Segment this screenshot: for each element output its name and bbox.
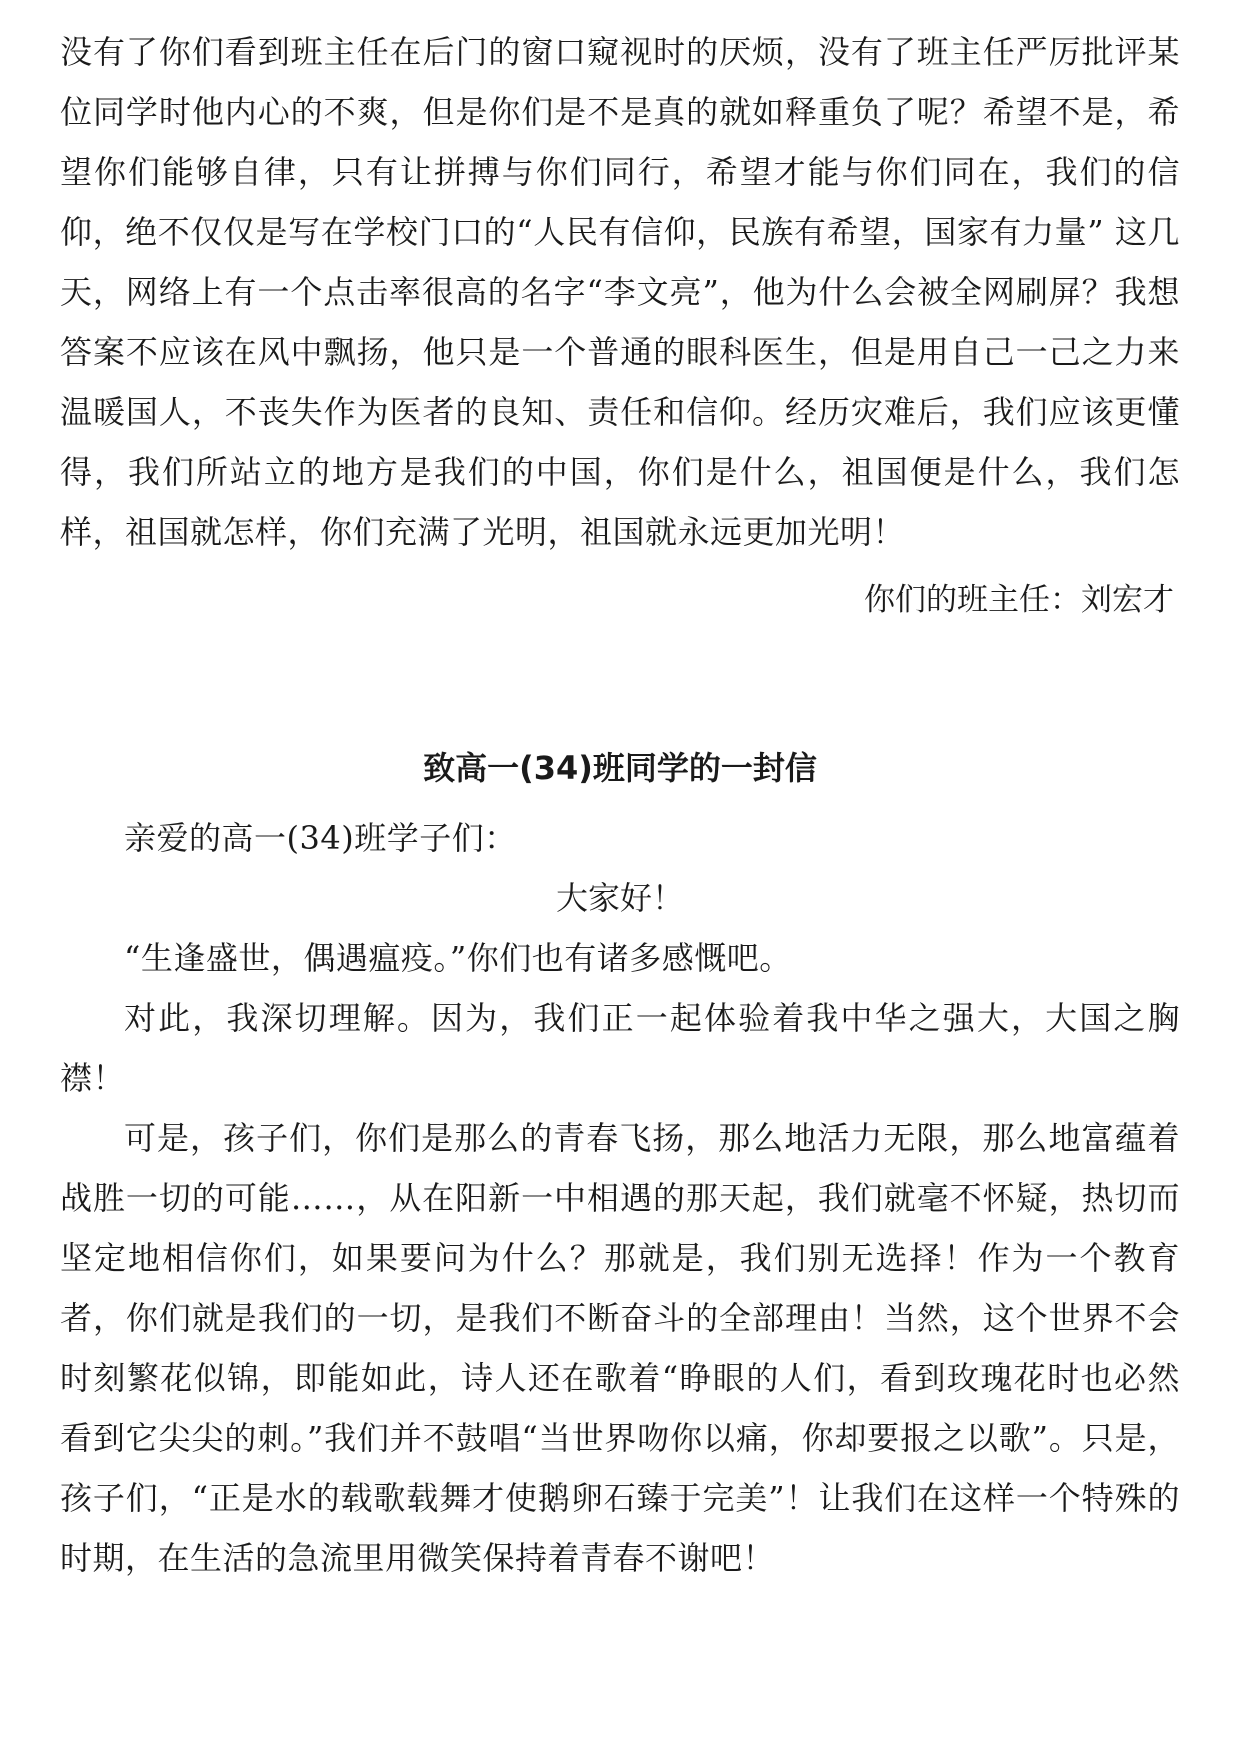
continued-paragraph: 没有了你们看到班主任在后门的窗口窥视时的厌烦，没有了班主任严厉批评某位同学时他内心的不爽，但是你们是不是真的就如释重负了呢？希望不是，希望你们能够自律，只有让拼搏与你们同行，希望才能与你们同在，我们的信仰，绝不仅仅是写在学校门口的“人民有信仰，民族有希望，国家有力量” 这几天，网络上有一个点击率很高的名字“李文亮”，他为什么会被全网刷屏？我想答案不应该在风中飘扬，他只是一个普通的眼科医生，但是用自己一己之力来温暖国人，不丧失作为医者的良知、责任和信仰。经历灾难后，我们应该更懂得，我们所站立的地方是我们的中国，你们是什么，祖国便是什么，我们怎样，祖国就怎样，你们充满了光明，祖国就永远更加光明！ [60, 33, 1180, 551]
letter-paragraph: “生逢盛世，偶遇瘟疫。”你们也有诸多感慨吧。 [124, 939, 792, 977]
document-page [60, 22, 1180, 1588]
letter-paragraph: 可是，孩子们，你们是那么的青春飞扬，那么地活力无限，那么地富蕴着战胜一切的可能……，从在阳新一中相遇的那天起，我们就毫不怀疑，热切而坚定地相信你们，如果要问为什么？那就是，我们别无选择！作为一个教育者，你们就是我们的一切，是我们不断奋斗的全部理由！当然，这个世界不会时刻繁花似锦，即能如此，诗人还在歌着“睁眼的人们，看到玫瑰花时也必然看到它尖尖的刺。”我们并不鼓唱“当世界吻你以痛，你却要报之以歌”。只是，孩子们，“正是水的载歌载舞才使鹅卵石臻于完美”！让我们在这样一个特殊的时期，在生活的急流里用微笑保持着青春不谢吧！ [60, 1119, 1180, 1577]
letter-salutation: 亲爱的高一(34)班学子们： [124, 819, 517, 857]
letter-paragraph: 对此，我深切理解。因为，我们正一起体验着我中华之强大，大国之胸襟！ [60, 999, 1180, 1097]
letter-title: 致高一(34)班同学的一封信 [423, 749, 817, 787]
teacher-signature: 你们的班主任：刘宏才 [864, 582, 1174, 618]
letter-greeting: 大家好！ [555, 879, 684, 917]
